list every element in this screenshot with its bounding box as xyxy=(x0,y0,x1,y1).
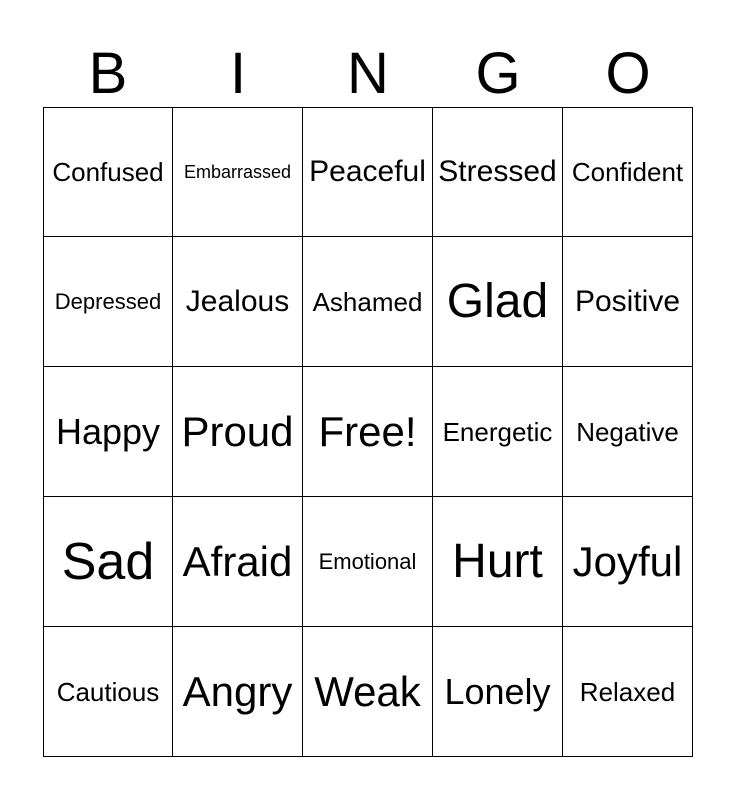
bingo-cell[interactable]: Emotional xyxy=(303,497,433,627)
bingo-cell[interactable]: Hurt xyxy=(433,497,563,627)
bingo-cell[interactable]: Negative xyxy=(563,367,693,497)
bingo-cell[interactable]: Embarrassed xyxy=(173,107,303,237)
header-letter-g: G xyxy=(475,41,521,106)
bingo-cell[interactable]: Stressed xyxy=(433,107,563,237)
bingo-cell-free-space[interactable]: Free! xyxy=(303,367,433,497)
bingo-cell[interactable]: Sad xyxy=(43,497,173,627)
bingo-cell[interactable]: Ashamed xyxy=(303,237,433,367)
header-letter-b: B xyxy=(88,41,128,106)
bingo-cell[interactable]: Lonely xyxy=(433,627,563,757)
bingo-cell[interactable]: Cautious xyxy=(43,627,173,757)
header-letter-i: I xyxy=(229,41,247,106)
bingo-cell[interactable]: Positive xyxy=(563,237,693,367)
bingo-cell[interactable]: Weak xyxy=(303,627,433,757)
header-letter-n: N xyxy=(347,41,389,106)
bingo-board xyxy=(43,107,693,757)
bingo-header xyxy=(43,42,693,106)
bingo-cell[interactable]: Proud xyxy=(173,367,303,497)
bingo-cell[interactable]: Confused xyxy=(43,107,173,237)
bingo-cell[interactable]: Depressed xyxy=(43,237,173,367)
bingo-cell[interactable]: Angry xyxy=(173,627,303,757)
bingo-cell[interactable]: Happy xyxy=(43,367,173,497)
bingo-cell[interactable]: Afraid xyxy=(173,497,303,627)
bingo-cell[interactable]: Confident xyxy=(563,107,693,237)
bingo-cell[interactable]: Jealous xyxy=(173,237,303,367)
bingo-cell[interactable]: Glad xyxy=(433,237,563,367)
header-letter-o: O xyxy=(605,41,651,106)
bingo-cell[interactable]: Peaceful xyxy=(303,107,433,237)
bingo-cell[interactable]: Energetic xyxy=(433,367,563,497)
bingo-cell[interactable]: Relaxed xyxy=(563,627,693,757)
bingo-cell[interactable]: Joyful xyxy=(563,497,693,627)
